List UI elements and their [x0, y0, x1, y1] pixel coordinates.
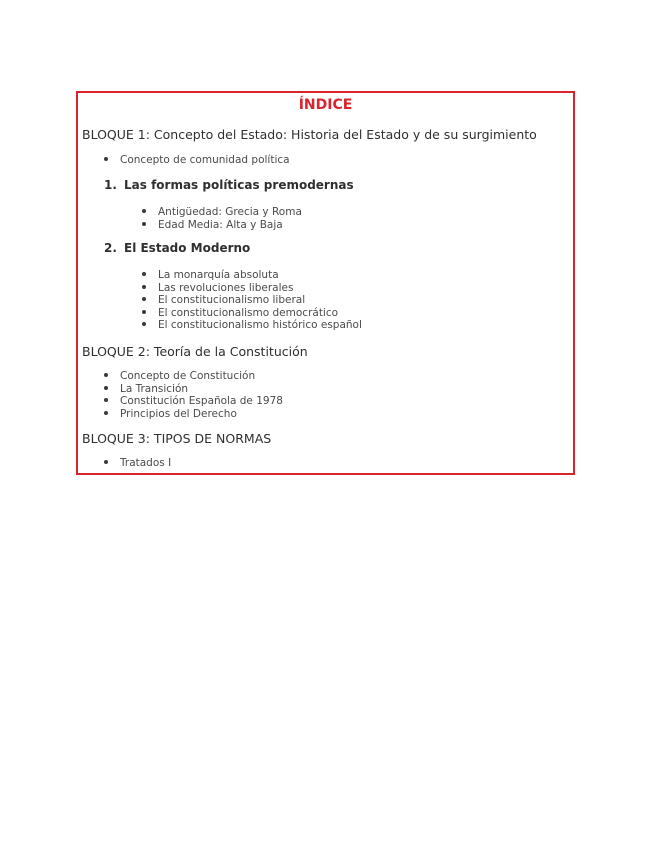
section-title: Las formas políticas premodernas: [124, 178, 354, 192]
list-item-text: Concepto de Constitución: [120, 370, 256, 382]
list-item-text: Concepto de comunidad política: [120, 154, 290, 166]
list-item-text: El constitucionalismo liberal: [158, 294, 306, 306]
list-item-text: La monarquía absoluta: [158, 269, 279, 281]
bullet-dot: [142, 322, 146, 326]
list-item: [142, 294, 305, 306]
index-title: ÍNDICE: [298, 97, 353, 113]
list-item: [142, 319, 362, 331]
bullet-dot: [142, 297, 146, 301]
section-number: 1.: [104, 178, 117, 192]
bullet-dot: [104, 398, 108, 402]
list-item-text: Tratados I: [120, 457, 172, 469]
index-box: [76, 91, 575, 475]
bullet-dot: [104, 386, 108, 390]
bullet-dot: [142, 272, 146, 276]
bullet-dot: [104, 373, 108, 377]
bullet-dot: [142, 209, 146, 213]
list-item: [142, 307, 338, 319]
bloque-2-heading: BLOQUE 2: Teoría de la Constitución: [82, 344, 308, 359]
list-item: [104, 408, 237, 420]
bullet-dot: [104, 460, 108, 464]
list-item: [104, 383, 188, 395]
list-item: [142, 206, 302, 218]
list-item-text: Edad Media: Alta y Baja: [158, 219, 283, 231]
list-item-text: Principios del Derecho: [120, 408, 237, 420]
bullet-dot: [142, 222, 146, 226]
section-2-heading: [104, 241, 250, 255]
list-item: [104, 370, 255, 382]
bullet-dot: [142, 310, 146, 314]
bloque-1-bullet: [104, 154, 290, 166]
bullet-dot: [104, 157, 108, 161]
list-item: [104, 395, 283, 407]
list-item: [142, 269, 279, 281]
list-item-text: Constitución Española de 1978: [120, 395, 283, 407]
bloque-3-heading: BLOQUE 3: TIPOS DE NORMAS: [82, 431, 272, 446]
list-item-text: Antigüedad: Grecia y Roma: [158, 206, 302, 218]
bloque-1-heading: BLOQUE 1: Concepto del Estado: Historia del Estado y de su surgimiento: [82, 127, 537, 142]
section-1-heading: [104, 178, 354, 192]
bullet-dot: [104, 411, 108, 415]
section-title: El Estado Moderno: [124, 241, 251, 255]
list-item-text: El constitucionalismo histórico español: [158, 319, 362, 331]
list-item: [104, 457, 171, 469]
list-item-text: El constitucionalismo democrático: [158, 307, 339, 319]
list-item-text: Las revoluciones liberales: [158, 282, 294, 294]
list-item: [142, 282, 293, 294]
bullet-dot: [142, 285, 146, 289]
section-number: 2.: [104, 241, 117, 255]
list-item-text: La Transición: [120, 383, 189, 395]
list-item: [142, 219, 283, 231]
